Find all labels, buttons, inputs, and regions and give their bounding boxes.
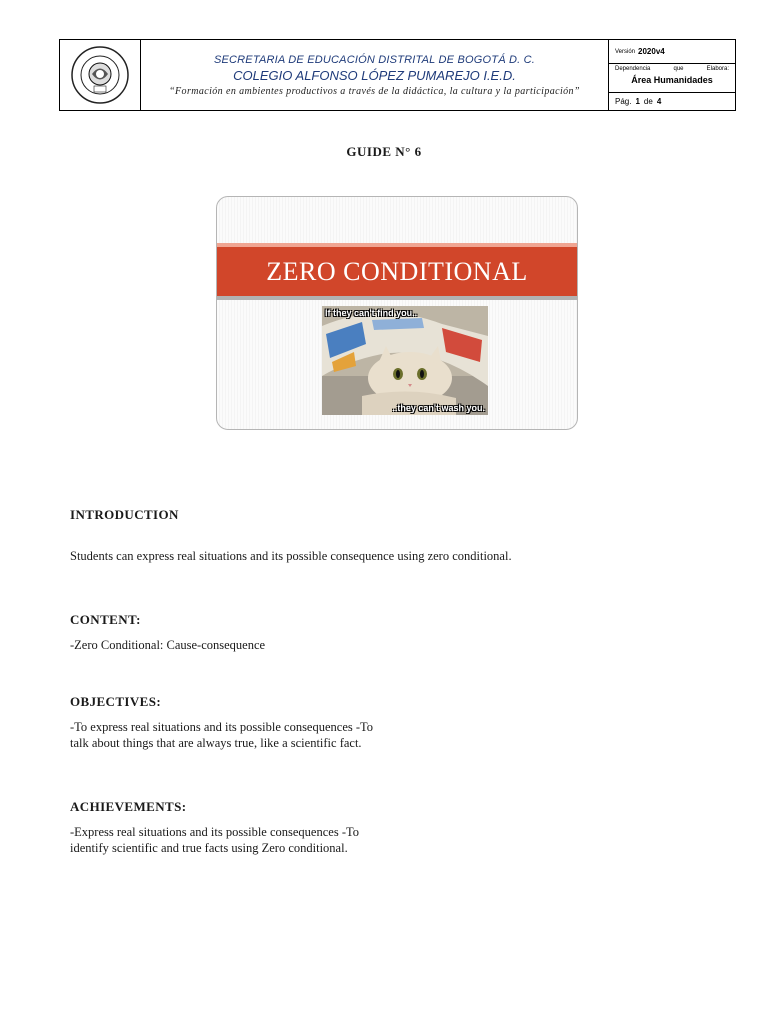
school-seal-icon: [70, 45, 130, 105]
introduction-heading: INTRODUCTION: [70, 507, 179, 522]
meme-caption-bottom: ..they can't wash you.: [392, 403, 485, 413]
objectives-heading: OBJECTIVES:: [70, 694, 162, 709]
cat-under-newspaper-icon: [322, 306, 488, 415]
dependency-label-row: [615, 66, 729, 72]
school-name: COLEGIO ALFONSO LÓPEZ PUMAREJO I.E.D.: [233, 67, 516, 83]
cat-meme-image: [322, 306, 488, 415]
document-header: [59, 39, 736, 111]
secretaria-title: SECRETARIA DE EDUCACIÓN DISTRITAL DE BOGOTÁ D. C.: [213, 53, 536, 66]
school-logo-cell: [60, 40, 141, 110]
page-de: de: [643, 97, 653, 106]
dependency-word: Elabora:: [706, 66, 729, 72]
dependency-word: que: [673, 66, 684, 72]
school-motto: “Formación en ambientes productivos a través de la didáctica, la cultura y la participación”: [169, 85, 580, 97]
content-text: -Zero Conditional: Cause-consequence: [70, 638, 266, 652]
version-label: Versión: [615, 48, 636, 55]
slide-title-band: [217, 247, 577, 296]
dependency-value: Área Humanidades: [631, 75, 713, 85]
guide-title: GUIDE N° 6: [346, 144, 422, 159]
page-total: 4: [656, 97, 662, 106]
content-heading: CONTENT:: [70, 612, 141, 627]
meme-caption-top: If they can't find you..: [325, 308, 418, 318]
header-meta-cell: [609, 40, 735, 110]
zero-conditional-slide: [216, 196, 578, 430]
page-label: Pág.: [615, 97, 632, 106]
achievements-heading: ACHIEVEMENTS:: [70, 799, 187, 814]
objectives-line-1: -To express real situations and its possible consequences -To: [70, 720, 374, 734]
header-institution-cell: [141, 40, 609, 110]
version-cell: [609, 40, 735, 64]
slide-bottom-stripe: [217, 296, 577, 300]
slide-title: ZERO CONDITIONAL: [266, 256, 528, 286]
page-number-cell: [609, 93, 735, 110]
dependency-cell: [609, 64, 735, 93]
dependency-word: Dependencia: [615, 66, 651, 72]
introduction-text: Students can express real situations and its possible consequence using zero conditional.: [70, 549, 512, 563]
page-number: 1: [635, 97, 640, 106]
achievements-line-2: identify scientific and true facts using Zero conditional.: [70, 841, 348, 855]
objectives-line-2: talk about things that are always true, like a scientific fact.: [70, 736, 362, 750]
achievements-line-1: -Express real situations and its possible consequences -To: [70, 825, 359, 839]
version-value: 2020v4: [638, 47, 665, 56]
